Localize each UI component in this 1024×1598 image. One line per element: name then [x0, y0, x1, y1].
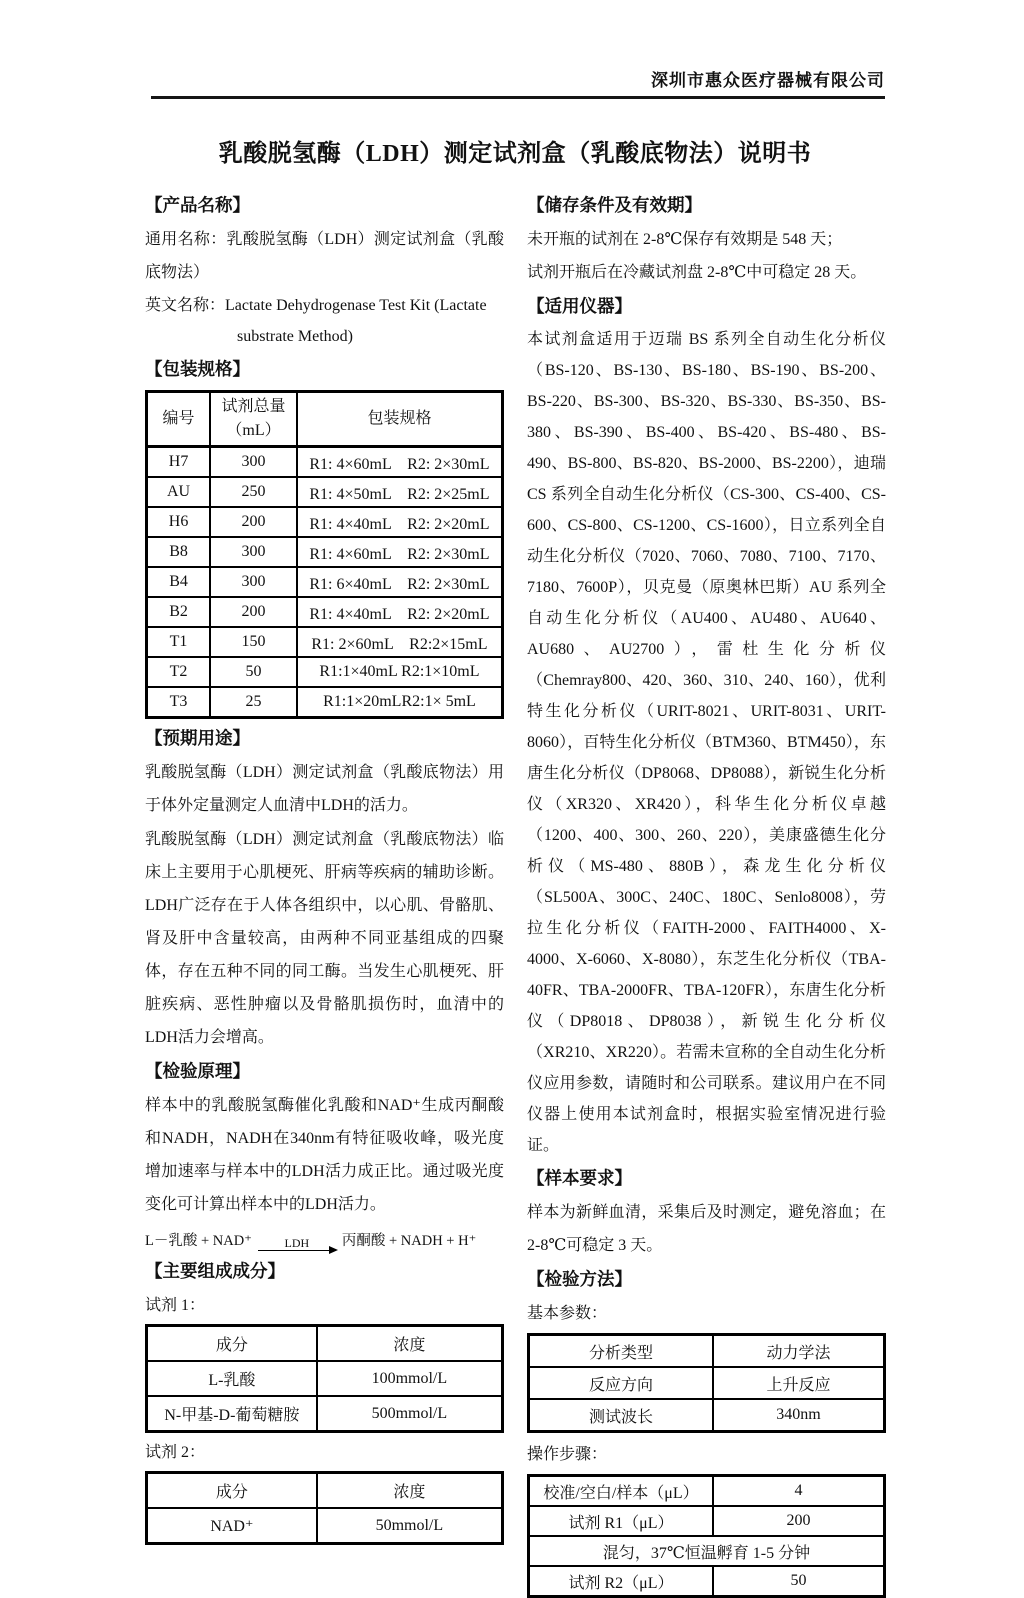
table-row — [529, 1536, 885, 1566]
table-row — [147, 507, 503, 537]
table-cell: T2 — [147, 657, 211, 687]
heading-principle: 【检验原理】 — [145, 1061, 250, 1081]
table-cell: H7 — [147, 447, 211, 478]
table-header-row — [147, 392, 503, 447]
table-row — [529, 1335, 885, 1368]
arrow-line-icon — [258, 1250, 336, 1251]
column-header: 试剂总量（mL） — [210, 392, 297, 447]
column-header: 成分 — [147, 1326, 317, 1362]
table-cell: 300 — [210, 537, 297, 567]
merged-step-cell: 混匀，37℃恒温孵育 1-5 分钟 — [529, 1536, 885, 1566]
basic-params-label: 基本参数： — [527, 1305, 608, 1322]
table-cell: 100mmol/L — [317, 1361, 503, 1396]
principle-paragraph: 样本中的乳酸脱氢酶催化乳酸和NAD⁺生成丙酮酸和NADH，NADH在340nm有特征吸收峰，吸光度增加速率与样本中的LDH活力成正比。通过吸光度变化可计算出样本中的LDH活力。 — [145, 1097, 504, 1213]
table-cell: R1: 4×60mL R2: 2×30mL — [297, 537, 503, 567]
storage-line-2: 试剂开瓶后在冷藏试剂盘 2-8℃中可稳定 28 天。 — [527, 264, 867, 281]
table-cell: R1:1×40mL R2:1×10mL — [297, 657, 503, 687]
table-cell: 200 — [210, 597, 297, 627]
right-column — [527, 188, 886, 1598]
table-cell: 上升反应 — [713, 1367, 885, 1399]
table-cell: 校准/空白/样本（μL） — [529, 1476, 714, 1507]
sample-paragraph: 样本为新鲜血清，采集后及时测定，避免溶血；在 2-8℃可稳定 3 天。 — [527, 1204, 886, 1254]
table-cell: 试剂 R2（μL） — [529, 1566, 714, 1597]
table-row — [529, 1367, 885, 1399]
table-row — [529, 1399, 885, 1432]
table-cell: 4 — [713, 1476, 885, 1507]
table-cell: AU — [147, 477, 211, 507]
table-row — [147, 447, 503, 478]
table-cell: B8 — [147, 537, 211, 567]
table-cell: 反应方向 — [529, 1367, 714, 1399]
table-cell: B2 — [147, 597, 211, 627]
operation-steps-table — [527, 1474, 886, 1598]
reagent2-label: 试剂 2： — [145, 1444, 206, 1461]
table-cell: T3 — [147, 687, 211, 718]
table-cell: R1: 4×60mL R2: 2×30mL — [297, 447, 503, 478]
english-name-paragraph — [145, 290, 504, 352]
reaction-equation — [145, 1229, 504, 1250]
column-header: 浓度 — [317, 1326, 503, 1362]
heading-sample: 【样本要求】 — [527, 1168, 632, 1188]
heading-storage: 【储存条件及有效期】 — [527, 195, 702, 215]
table-cell: 50mmol/L — [317, 1508, 503, 1544]
table-cell: 300 — [210, 567, 297, 597]
column-header: 浓度 — [317, 1473, 503, 1509]
table-cell: 340nm — [713, 1399, 885, 1432]
two-column-layout — [145, 188, 885, 1598]
table-row — [529, 1566, 885, 1597]
table-cell: 500mmol/L — [317, 1396, 503, 1432]
table-cell: T1 — [147, 627, 211, 657]
table-cell: 300 — [210, 447, 297, 478]
left-column — [145, 188, 504, 1598]
table-cell: R1: 4×50mL R2: 2×25mL — [297, 477, 503, 507]
heading-intended-use: 【预期用途】 — [145, 728, 250, 748]
table-row — [147, 1361, 503, 1396]
document-title: 乳酸脱氢酶（LDH）测定试剂盒（乳酸底物法）说明书 — [218, 141, 812, 167]
table-cell: 200 — [713, 1506, 885, 1536]
table-row — [147, 627, 503, 657]
table-row — [147, 1508, 503, 1544]
reaction-lhs: L－乳酸 + NAD⁺ — [145, 1233, 252, 1249]
english-name-line2: substrate Method) — [237, 328, 353, 345]
table-cell: R1: 4×40mL R2: 2×20mL — [297, 507, 503, 537]
table-cell: N-甲基-D-葡萄糖胺 — [147, 1396, 317, 1432]
table-row — [529, 1506, 885, 1536]
table-cell: 200 — [210, 507, 297, 537]
table-row — [147, 687, 503, 718]
header-rule — [151, 96, 885, 99]
table-row — [147, 567, 503, 597]
table-cell: R1: 4×40mL R2: 2×20mL — [297, 597, 503, 627]
table-row — [147, 657, 503, 687]
table-cell: 测试波长 — [529, 1399, 714, 1432]
table-header-row — [147, 1473, 503, 1509]
table-row — [147, 477, 503, 507]
table-header-row — [147, 1326, 503, 1362]
table-cell: 50 — [713, 1566, 885, 1597]
storage-line-1: 未开瓶的试剂在 2-8℃保存有效期是 548 天； — [527, 231, 843, 248]
basic-params-table — [527, 1333, 886, 1433]
reaction-arrow — [258, 1237, 336, 1251]
heading-composition: 【主要组成成分】 — [145, 1261, 285, 1281]
generic-name-paragraph: 通用名称：乳酸脱氢酶（LDH）测定试剂盒（乳酸底物法） — [145, 231, 504, 281]
heading-packaging: 【包装规格】 — [145, 359, 250, 379]
column-header: 成分 — [147, 1473, 317, 1509]
heading-product-name: 【产品名称】 — [145, 195, 250, 215]
english-name-line1: 英文名称：Lactate Dehydrogenase Test Kit (Lactate — [145, 297, 487, 314]
table-cell: 25 — [210, 687, 297, 718]
reaction-catalyst-label: LDH — [284, 1236, 310, 1250]
reagent1-label: 试剂 1： — [145, 1297, 206, 1314]
table-cell: R1:1×20mLR2:1× 5mL — [297, 687, 503, 718]
table-row — [147, 597, 503, 627]
table-cell: 50 — [210, 657, 297, 687]
table-cell: L-乳酸 — [147, 1361, 317, 1396]
column-header: 编号 — [147, 392, 211, 447]
column-header: 包装规格 — [297, 392, 503, 447]
table-cell: 250 — [210, 477, 297, 507]
company-name: 深圳市惠众医疗器械有限公司 — [651, 71, 885, 90]
table-cell: R1: 2×60mL R2:2×15mL — [297, 627, 503, 657]
table-cell: B4 — [147, 567, 211, 597]
heading-instruments: 【适用仪器】 — [527, 296, 632, 316]
heading-method: 【检验方法】 — [527, 1269, 632, 1289]
table-cell: H6 — [147, 507, 211, 537]
reagent2-table — [145, 1471, 504, 1545]
table-row — [529, 1476, 885, 1507]
operation-steps-label: 操作步骤： — [527, 1446, 608, 1463]
instruments-paragraph: 本试剂盒适用于迈瑞 BS 系列全自动生化分析仪（BS-120、BS-130、BS-180、BS-190、BS-200、BS-220、BS-300、BS-320、BS-330、BS-350、BS-380、BS-390、BS-400、BS-420、BS-480、BS-490、BS-800、BS-820、BS-2000、BS-2200），迪瑞 CS 系列全自动生化分析仪（CS-300、CS-400、CS-600、CS-800、CS-1200、CS-1600），日立系列全自动生化分析仪（7020、7060、7080、7100、7170、7180、7600P），贝克曼（原奥林巴斯）AU 系列全自动生化分析仪（AU400、AU480、AU640、AU680、AU2700），雷杜生化分析仪（Chemray800、420、360、310、240、160），优利特生化分析仪（URIT-8021、URIT-8031、URIT-8060），百特生化分析仪（BTM360、BTM450），东唐生化分析仪（DP8068、DP8088），新锐生化分析仪（XR320、XR420），科华生化分析仪卓越（1200、400、300、260、220），美康盛德生化分析仪（MS-480、880B），森龙生化分析仪（SL500A、300C、240C、180C、Senlo8008），劳拉生化分析仪（FAITH-2000、FAITH4000、X-4000、X-6060、X-8080），东芝生化分析仪（TBA-40FR、TBA-2000FR、TBA-120FR），东唐生化分析仪（DP8018、DP8038），新锐生化分析仪（XR210、XR220）。若需未宣称的全自动生化分析仪应用参数，请随时和公司联系。建议用户在不同仪器上使用本试剂盒时，根据实验室情况进行验证。 — [527, 331, 886, 1154]
table-cell: NAD⁺ — [147, 1508, 317, 1544]
table-cell: 动力学法 — [713, 1335, 885, 1368]
packaging-table — [145, 390, 504, 719]
table-row — [147, 537, 503, 567]
table-cell: 分析类型 — [529, 1335, 714, 1368]
table-cell: 试剂 R1（μL） — [529, 1506, 714, 1536]
intended-use-paragraph-1: 乳酸脱氢酶（LDH）测定试剂盒（乳酸底物法）用于体外定量测定人血清中LDH的活力。 — [145, 764, 504, 814]
table-cell: 150 — [210, 627, 297, 657]
table-row — [147, 1396, 503, 1432]
table-cell: R1: 6×40mL R2: 2×30mL — [297, 567, 503, 597]
reagent1-table — [145, 1324, 504, 1433]
intended-use-paragraph-2: 乳酸脱氢酶（LDH）测定试剂盒（乳酸底物法）临床上主要用于心肌梗死、肝病等疾病的辅助诊断。LDH广泛存在于人体各组织中，以心肌、骨骼肌、肾及肝中含量较高，由两种不同亚基组成的四聚体，存在五种不同的同工酶。当发生心肌梗死、肝脏疾病、恶性肿瘤以及骨骼肌损伤时，血清中的LDH活力会增高。 — [145, 831, 504, 1046]
reaction-rhs: 丙酮酸 + NADH + H⁺ — [341, 1233, 477, 1249]
